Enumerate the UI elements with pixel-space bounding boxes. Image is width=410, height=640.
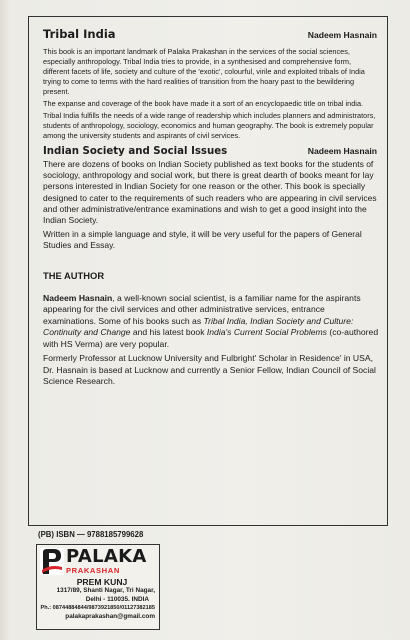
book1-paragraph: This book is an important landmark of Palaka Prakashan in the services of the social sciences, especially anthropology. Tribal India tries to provide, in a synthesised and comprehensive form, different facets of life, society and culture of the 'exotic', colourful, virile and exploited tribals of India trying to come to terms with the hard realities of transition from the hoary past to the bewildering present. [43,47,365,96]
author-bio-2: Formerly Professor at Lucknow University and Fulbright' Scholar in Residence' in USA, Dr. Hasnain is based at Lucknow and currently a Senior Fellow, Indian Council of Social Science Research. [43,353,376,387]
book1-author: Nadeem Hasnain [307,30,377,40]
content [43,27,379,391]
address-phone: Ph.: 08744884844/9873921850/01127382185 [40,605,155,612]
publisher-box [36,544,160,630]
content-frame [28,16,388,526]
publisher-logo-name: PALAKA [66,546,147,567]
author-bio [43,293,379,351]
author-book-titles: Tribal India, Indian Society and Culture: Continuity and Change [43,315,354,338]
isbn: (PB) ISBN — 9788185799628 [38,530,144,539]
publisher-logo [40,548,156,575]
palaka-logo-icon [40,548,64,575]
address-line: 1317/89, Shanti Nagar, Tri Nagar, [56,587,155,594]
book1-paragraph: Tribal India fulfills the needs of a wide range of readership which includes planners and administrators, students of anthropology, sociology, economics and human geography. The book is extremely popular among the university students and aspirants of civil services. [43,111,376,140]
address-title: PREM KUNJ [76,577,128,587]
book2-title: Indian Society and Social Issues [43,146,228,157]
author-bio-text: (co-authored with HS Verma) are very popular. [43,327,379,349]
address-line: Delhi - 110035. INDIA [85,595,149,603]
book2-author: Nadeem Hasnain [307,146,377,156]
book2-header [43,146,379,157]
author-bio-text: and his latest book [130,327,207,338]
book2-paragraph: There are dozens of books on Indian Society published as text books for the students of sociology, anthropology and social work, but there is great dearth of books meant for lay persons interested in Indian Society for one reason or the other. This book is specially designed to cater to the requirements of such readers who are appearing in civil services and other administrative/entrance examinations and wish to get a good insight into the Indian Society. [43,159,377,226]
author-latest-book: India's Current Social Problems [206,327,327,338]
author-heading: THE AUTHOR [43,269,105,281]
book1-header [43,27,379,41]
author-bio-text: , a well-known social scientist, is a familiar name for the aspirants appearing for the civil services and other administrative services, entrance examinations. Some of his books such as [43,292,361,326]
publisher-logo-sub: PRAKASHAN [66,566,120,575]
book1-paragraph: The expanse and coverage of the book have made it a sort of an encyclopaedic title on tribal india. [43,99,364,108]
author-name: Nadeem Hasnain [43,292,113,303]
book2-paragraph: Written in a simple language and style, it will be very useful for the papers of General Studies and Essay. [43,229,362,251]
address-email: palakaprakashan@gmail.com [65,612,155,620]
publisher-logo-text [64,548,156,575]
book1-title: Tribal India [43,27,116,41]
publisher-address [37,577,159,621]
